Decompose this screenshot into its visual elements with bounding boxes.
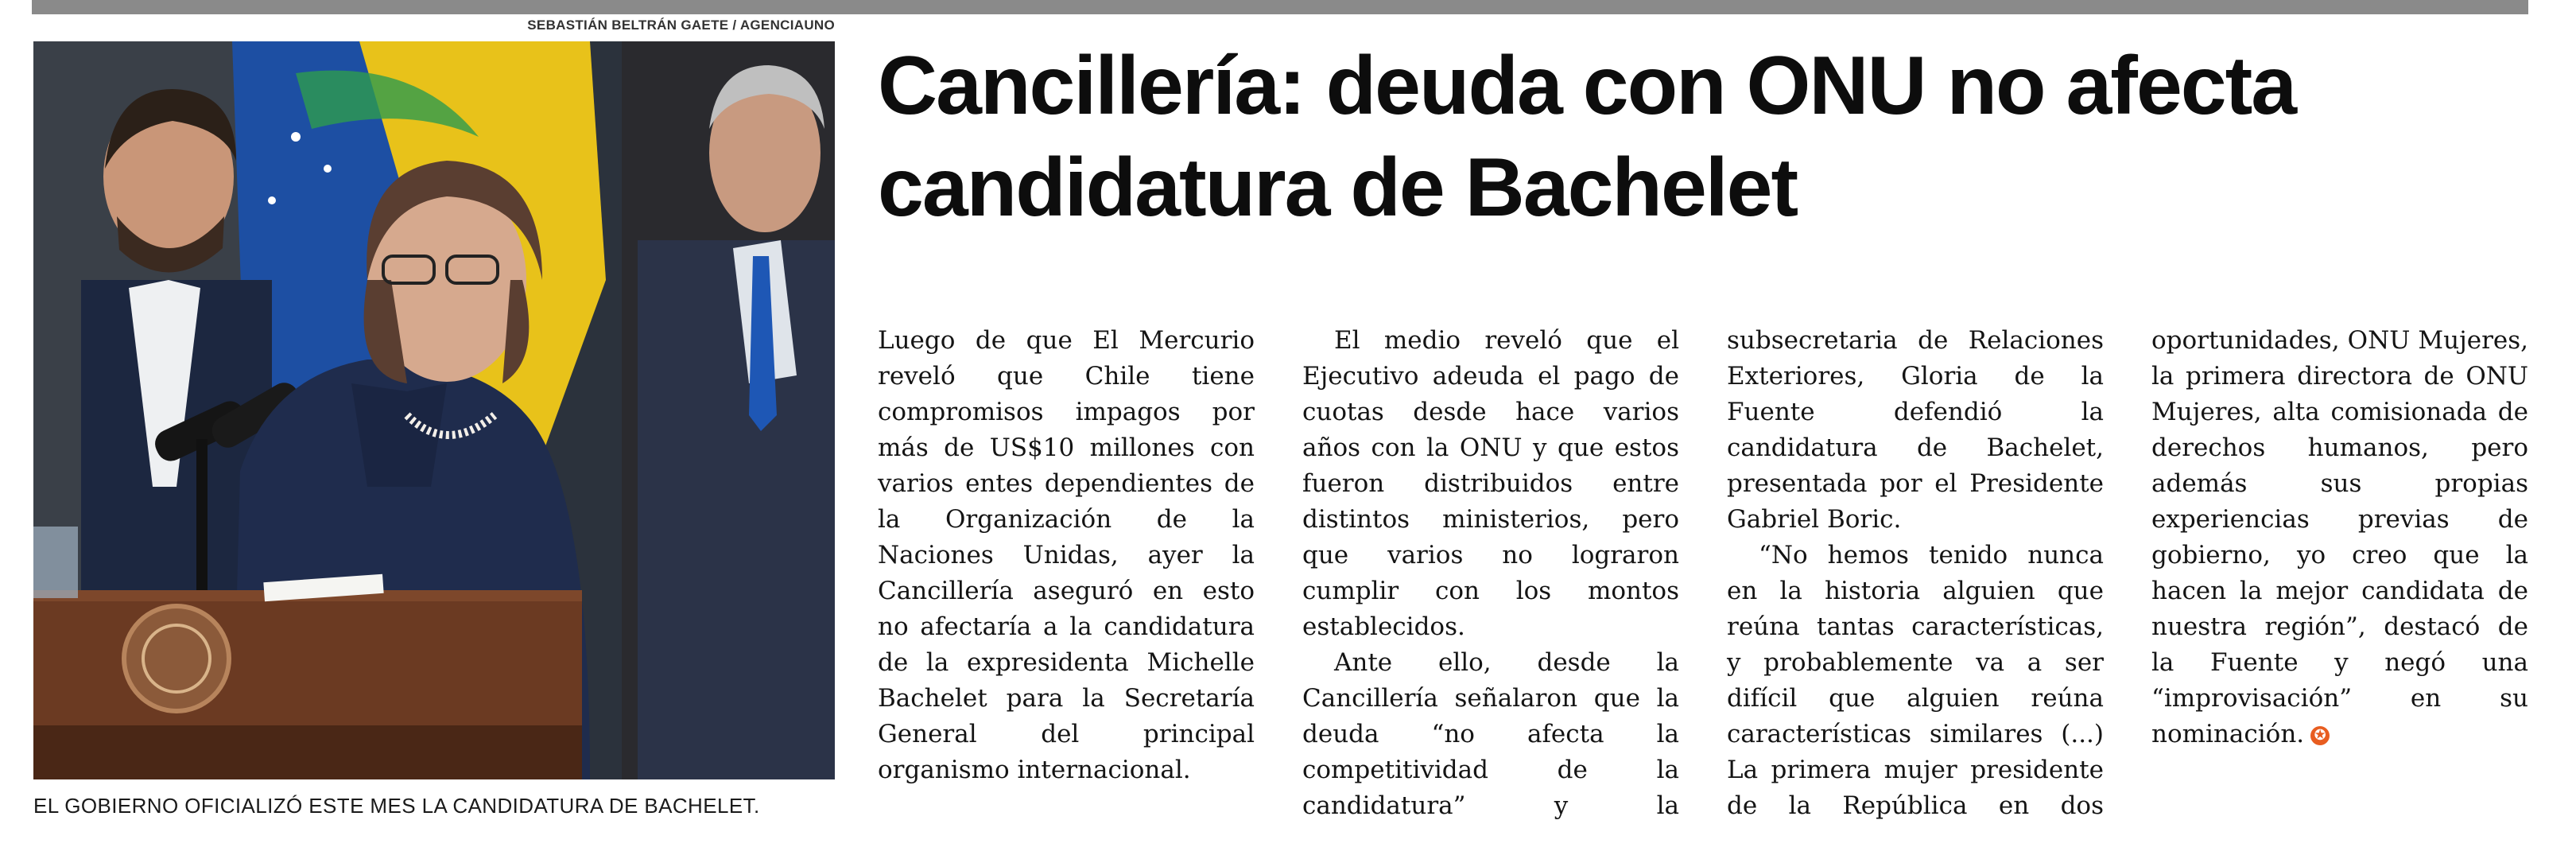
- photo-caption: EL GOBIERNO OFICIALIZÓ ESTE MES LA CANDIDATURA DE BACHELET.: [33, 794, 760, 818]
- article-body: [878, 323, 2528, 832]
- photo-credit: SEBASTIÁN BELTRÁN GAETE / AGENCIAUNO: [527, 17, 835, 33]
- paragraph-3: Ante ello, desde la Cancillería señalaron que la deuda “no afecta la competitividad de la candidatura” y la subsecretaria de Relaciones Exteriores, Gloria de la Fuente defendió la candidatura de Bachelet, presentada por el Presidente Gabriel Boric.: [1302, 326, 2104, 820]
- paragraph-2: El medio reveló que el Ejecutivo adeuda el pago de cuotas desde hace varios años con la ONU y que estos fueron distribuidos entre distintos ministerios, pero que varios no lograron cumplir con los montos establecidos.: [1302, 326, 1679, 641]
- paragraph-1: Luego de que El Mercurio reveló que Chile tiene compromisos impagos por más de US$10 millones con varios entes dependientes de la Organización de la Naciones Unidas, ayer la Cancillería aseguró en esto no afectaría a la candidatura de la expresidenta Michelle Bachelet para la Secretaría General del principal organismo internacional.: [878, 326, 1255, 784]
- paragraph-4-text: “No hemos tenido nunca en la historia alguien que reúna tantas características, y probablemente va a ser difícil que alguien reúna características similares (...) La primera mujer presidente de la República en dos oportunidades, ONU Mujeres, la primera directora de ONU Mujeres, alta comisionada de derechos humanos, pero además sus propias experiencias previas de gobierno, yo creo que la hacen la mejor candidata de nuestra región”, destacó de la Fuente y negó una “improvisación” en su nominación.: [1727, 326, 2528, 820]
- news-photo: [33, 41, 835, 779]
- article-end-icon: ✪: [2310, 726, 2330, 745]
- headline: Cancillería: deuda con ONU no afecta candidatura de Bachelet: [878, 40, 2296, 234]
- top-rule: [32, 0, 2528, 14]
